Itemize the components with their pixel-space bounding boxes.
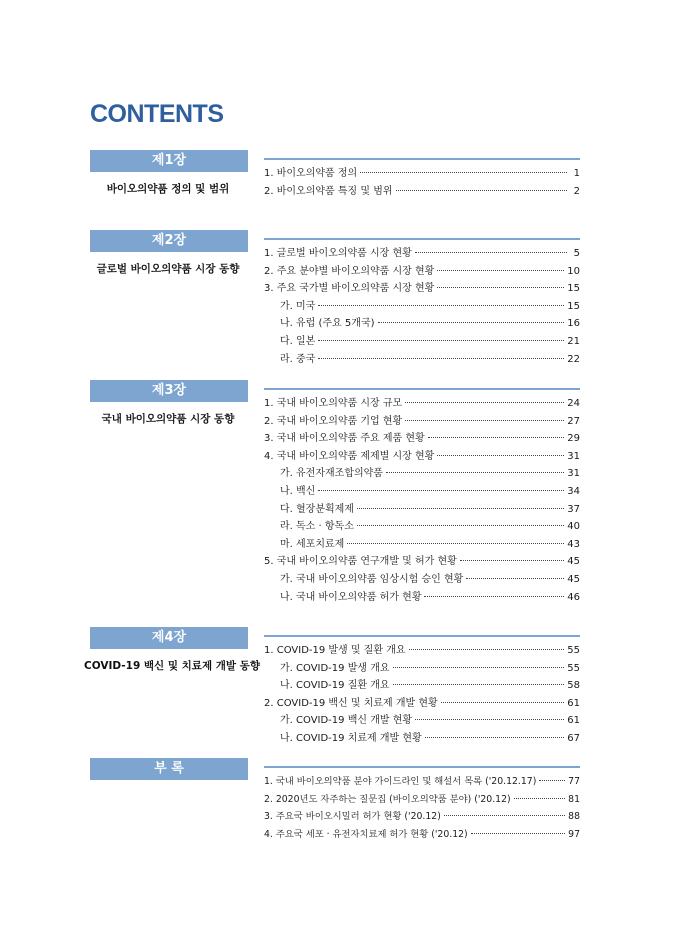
toc-entry[interactable] bbox=[264, 642, 580, 660]
dot-leader bbox=[393, 667, 565, 668]
dot-leader bbox=[318, 358, 564, 359]
dot-leader bbox=[396, 190, 567, 191]
chapter-heading bbox=[90, 150, 252, 196]
dot-leader bbox=[415, 252, 567, 253]
toc-entry[interactable] bbox=[264, 465, 580, 483]
toc-entry[interactable] bbox=[264, 571, 580, 589]
toc-entry-page: 15 bbox=[567, 283, 580, 295]
toc-entry-page: 61 bbox=[567, 715, 580, 727]
chapter-entries bbox=[264, 380, 580, 606]
toc-entry-page: 88 bbox=[568, 811, 580, 823]
toc-entry[interactable] bbox=[264, 448, 580, 466]
dot-leader bbox=[460, 560, 564, 561]
toc-entry[interactable] bbox=[264, 518, 580, 536]
dot-leader bbox=[415, 719, 564, 720]
toc-entry-label: 2. COVID-19 백신 및 치료제 개발 현황 bbox=[264, 697, 438, 709]
dot-leader bbox=[466, 578, 564, 579]
dot-leader bbox=[357, 525, 564, 526]
toc-entry-label: 1. COVID-19 발생 및 질환 개요 bbox=[264, 645, 406, 656]
dot-leader bbox=[425, 737, 565, 738]
chapter-name: 바이오의약품 정의 및 범위 bbox=[106, 183, 230, 195]
dot-leader bbox=[347, 543, 564, 544]
chapter-divider bbox=[264, 158, 580, 160]
toc-entry[interactable] bbox=[264, 730, 580, 748]
toc-entry-page: 16 bbox=[567, 318, 580, 330]
toc-entry-label: 3. 주요국 바이오시밀러 허가 현황 ('20.12) bbox=[264, 811, 441, 823]
toc-entry-label: 2. 국내 바이오의약품 기업 현황 bbox=[264, 415, 403, 427]
toc-entry[interactable] bbox=[264, 791, 580, 809]
toc-entry[interactable] bbox=[264, 245, 580, 263]
toc-entry-page: 27 bbox=[567, 415, 580, 427]
toc-entry[interactable] bbox=[264, 695, 580, 713]
dot-leader bbox=[437, 270, 564, 271]
chapter-badge: 부 록 bbox=[90, 758, 248, 780]
toc-entry-label: 마. 세포치료제 bbox=[280, 538, 345, 550]
chapter-heading bbox=[90, 758, 252, 780]
toc-entry-page: 43 bbox=[567, 538, 580, 550]
dot-leader bbox=[405, 420, 564, 421]
toc-entry-label: 가. COVID-19 백신 개발 현황 bbox=[280, 715, 413, 727]
dot-leader bbox=[318, 305, 564, 306]
chapter-heading bbox=[84, 627, 260, 673]
chapter-name: 글로벌 바이오의약품 시장 동향 bbox=[96, 263, 240, 275]
toc-entry-label: 2. 바이오의약품 특징 및 범위 bbox=[264, 185, 393, 197]
toc-entry-page: 24 bbox=[567, 398, 580, 409]
toc-entry[interactable] bbox=[264, 263, 580, 281]
toc-entry[interactable] bbox=[264, 413, 580, 431]
toc-entry[interactable] bbox=[264, 280, 580, 298]
toc-entry-label: 다. 일본 bbox=[280, 335, 316, 347]
toc-entry-label: 4. 국내 바이오의약품 제제별 시장 현황 bbox=[264, 450, 435, 462]
toc-entry-page: 5 bbox=[573, 248, 580, 259]
chapter-heading bbox=[90, 230, 252, 276]
dot-leader bbox=[437, 455, 564, 456]
dot-leader bbox=[424, 596, 564, 597]
dot-leader bbox=[471, 833, 566, 834]
chapter-name: 국내 바이오의약품 시장 동향 bbox=[101, 413, 235, 425]
toc-entry-label: 1. 국내 바이오의약품 분야 가이드라인 및 해설서 목록 ('20.12.17) bbox=[264, 776, 537, 787]
dot-leader bbox=[318, 340, 564, 341]
toc-entry-label: 나. 백신 bbox=[280, 485, 316, 497]
chapter-heading bbox=[90, 380, 252, 426]
toc-entry-page: 55 bbox=[567, 645, 580, 656]
dot-leader bbox=[405, 402, 564, 403]
toc-entry-page: 29 bbox=[567, 433, 580, 445]
toc-entry-page: 22 bbox=[567, 353, 580, 365]
toc-entry[interactable] bbox=[264, 351, 580, 369]
toc-entry-page: 21 bbox=[567, 335, 580, 347]
chapter-name: COVID-19 백신 및 치료제 개발 동향 bbox=[84, 660, 260, 672]
toc-entry-page: 37 bbox=[567, 503, 580, 515]
toc-entry[interactable] bbox=[264, 395, 580, 413]
chapter-entries bbox=[264, 150, 580, 200]
toc-entry[interactable] bbox=[264, 315, 580, 333]
chapter-badge: 제1장 bbox=[90, 150, 248, 172]
dot-leader bbox=[360, 172, 567, 173]
toc-entry-page: 46 bbox=[567, 591, 580, 603]
dot-leader bbox=[428, 437, 565, 438]
dot-leader bbox=[539, 780, 565, 781]
toc-entry-page: 55 bbox=[567, 662, 580, 674]
dot-leader bbox=[378, 322, 565, 323]
dot-leader bbox=[357, 508, 564, 509]
dot-leader bbox=[437, 287, 564, 288]
toc-entry[interactable] bbox=[264, 183, 580, 201]
chapter-entries bbox=[264, 230, 580, 368]
dot-leader bbox=[444, 815, 565, 816]
toc-entry-label: 2. 2020년도 자주하는 질문집 (바이오의약품 분야) ('20.12) bbox=[264, 793, 511, 805]
toc-entry[interactable] bbox=[264, 660, 580, 678]
chapter-badge: 제2장 bbox=[90, 230, 248, 252]
chapter-badge: 제4장 bbox=[90, 627, 248, 649]
toc-entry[interactable] bbox=[264, 808, 580, 826]
toc-entry-page: 34 bbox=[567, 485, 580, 497]
chapter-divider bbox=[264, 388, 580, 390]
toc-entry[interactable] bbox=[264, 165, 580, 183]
toc-entry[interactable] bbox=[264, 333, 580, 351]
toc-entry[interactable] bbox=[264, 712, 580, 730]
toc-entry-label: 가. 유전자재조합의약품 bbox=[280, 468, 383, 480]
chapter-divider bbox=[264, 635, 580, 637]
toc-entry-label: 나. 국내 바이오의약품 허가 현황 bbox=[280, 591, 422, 603]
chapter-entries bbox=[264, 627, 580, 748]
toc-entry-page: 31 bbox=[567, 450, 580, 462]
toc-entry-page: 2 bbox=[573, 185, 580, 197]
toc-entry[interactable] bbox=[264, 501, 580, 519]
toc-entry-page: 45 bbox=[567, 573, 580, 585]
chapter-entries bbox=[264, 758, 580, 843]
toc-entry[interactable] bbox=[264, 589, 580, 607]
contents-title: CONTENTS bbox=[90, 100, 224, 128]
toc-entry-label: 라. 독소 · 항독소 bbox=[280, 521, 354, 533]
toc-entry[interactable] bbox=[264, 773, 580, 791]
toc-entry-label: 다. 혈장분획제제 bbox=[280, 503, 354, 515]
toc-entry-page: 61 bbox=[567, 697, 580, 709]
toc-entry-label: 나. COVID-19 치료제 개발 현황 bbox=[280, 732, 422, 744]
toc-entry[interactable] bbox=[264, 553, 580, 571]
toc-entry-label: 가. COVID-19 발생 개요 bbox=[280, 662, 390, 674]
toc-entry-page: 97 bbox=[568, 828, 580, 840]
toc-entry-page: 31 bbox=[567, 468, 580, 480]
chapter-divider bbox=[264, 766, 580, 768]
chapter-divider bbox=[264, 238, 580, 240]
dot-leader bbox=[514, 798, 566, 799]
toc-entry[interactable] bbox=[264, 430, 580, 448]
toc-entry[interactable] bbox=[264, 483, 580, 501]
dot-leader bbox=[393, 684, 565, 685]
toc-entry-page: 67 bbox=[567, 732, 580, 744]
toc-entry-label: 2. 주요 분야별 바이오의약품 시장 현황 bbox=[264, 265, 435, 277]
toc-entry[interactable] bbox=[264, 298, 580, 316]
toc-entry[interactable] bbox=[264, 677, 580, 695]
toc-entry-page: 45 bbox=[567, 556, 580, 568]
toc-entry-label: 라. 중국 bbox=[280, 353, 316, 365]
chapter-badge: 제3장 bbox=[90, 380, 248, 402]
toc-entry-page: 58 bbox=[567, 680, 580, 692]
toc-entry-label: 가. 미국 bbox=[280, 300, 316, 312]
toc-entry-label: 3. 국내 바이오의약품 주요 제품 현황 bbox=[264, 433, 425, 445]
dot-leader bbox=[409, 649, 565, 650]
toc-entry-page: 40 bbox=[567, 521, 580, 533]
toc-entry-label: 1. 국내 바이오의약품 시장 규모 bbox=[264, 398, 403, 409]
dot-leader bbox=[386, 472, 564, 473]
toc-entry-label: 나. COVID-19 질환 개요 bbox=[280, 680, 390, 692]
toc-entry-label: 4. 주요국 세포 · 유전자치료제 허가 현황 ('20.12) bbox=[264, 828, 468, 840]
toc-entry-page: 77 bbox=[568, 776, 580, 787]
toc-entry-label: 가. 국내 바이오의약품 임상시험 승인 현황 bbox=[280, 573, 464, 585]
toc-entry-page: 1 bbox=[573, 168, 580, 179]
toc-entry[interactable] bbox=[264, 826, 580, 844]
toc-entry-label: 1. 글로벌 바이오의약품 시장 현황 bbox=[264, 248, 412, 259]
dot-leader bbox=[318, 490, 564, 491]
toc-entry-page: 15 bbox=[567, 300, 580, 312]
toc-entry-page: 81 bbox=[568, 793, 580, 805]
toc-entry[interactable] bbox=[264, 536, 580, 554]
toc-entry-label: 1. 바이오의약품 정의 bbox=[264, 168, 358, 179]
dot-leader bbox=[441, 702, 565, 703]
toc-entry-page: 10 bbox=[567, 265, 580, 277]
toc-entry-label: 나. 유럽 (주요 5개국) bbox=[280, 318, 375, 330]
toc-entry-label: 5. 국내 바이오의약품 연구개발 및 허가 현황 bbox=[264, 556, 457, 568]
toc-entry-label: 3. 주요 국가별 바이오의약품 시장 현황 bbox=[264, 283, 435, 295]
